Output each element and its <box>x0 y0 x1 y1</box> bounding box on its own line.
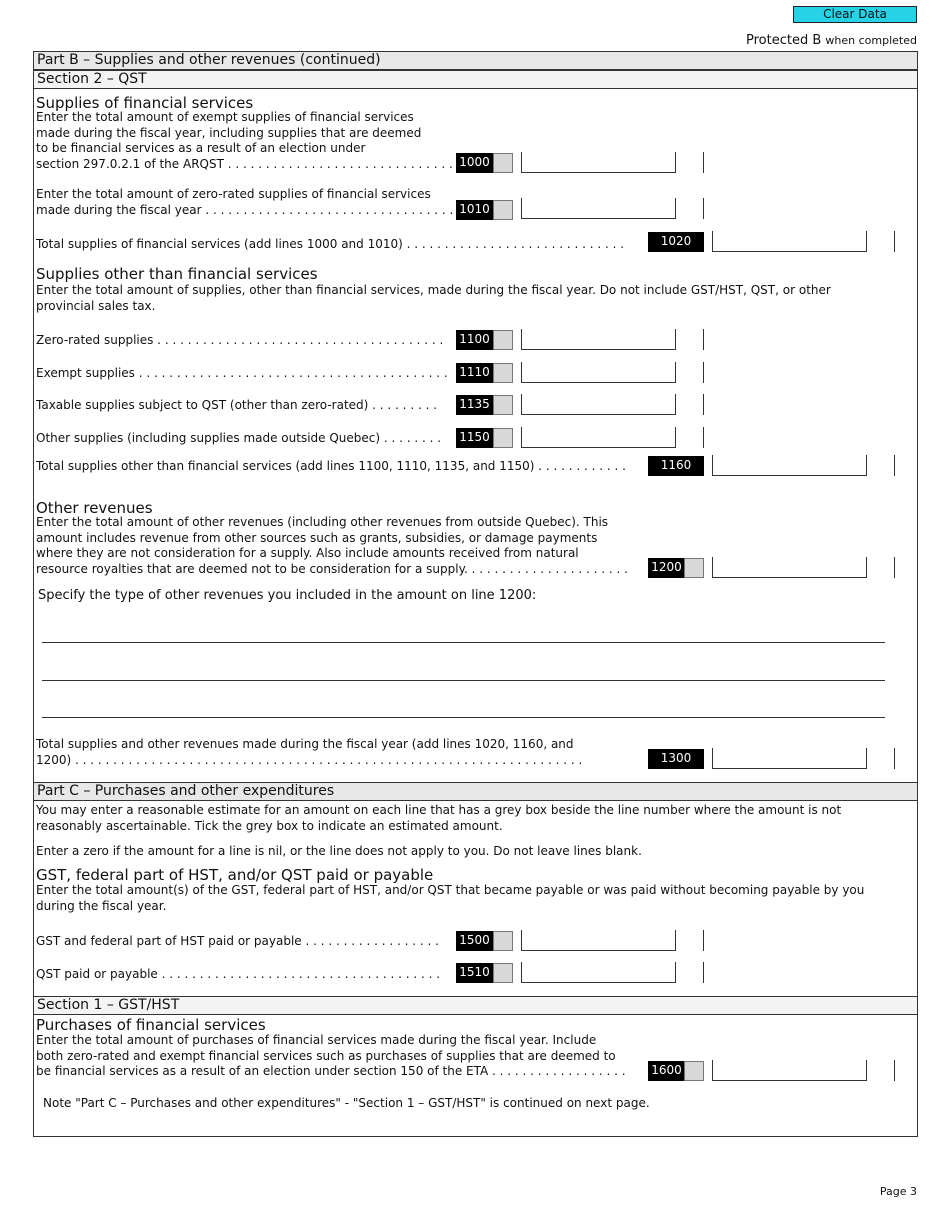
line-1100-text: Zero-rated supplies . . . . . . . . . . . . . . . . . . . . . . . . . . . . . . . . . . . . . . <box>36 333 444 347</box>
gst-qst-heading: GST, federal part of HST, and/or QST paid or payable <box>36 866 434 884</box>
cents-input-1020[interactable] <box>867 231 895 252</box>
part-b-title: Part B – Supplies and other revenues (continued) <box>33 51 918 70</box>
line-1010-text: Enter the total amount of zero-rated supplies of financial services made during the fiscal year . . . . . . . . . . . . . . . . . . . . . . . . . . . . . . . . . <box>36 187 454 217</box>
line-1160-text: Total supplies other than financial services (add lines 1100, 1110, 1135, and 1150) . . . . . . . . . . . . <box>36 459 626 473</box>
amount-input-1510[interactable] <box>521 962 676 983</box>
cents-input-1010[interactable] <box>676 198 704 219</box>
estimate-checkbox-1000[interactable] <box>493 153 513 173</box>
estimate-checkbox-1110[interactable] <box>493 363 513 383</box>
other-than-financial-heading: Supplies other than financial services <box>36 265 318 283</box>
line-code-1000: 1000 <box>456 153 493 173</box>
part-c-intro: You may enter a reasonable estimate for an amount on each line that has a grey box beside the line number where the amount is not reasonably ascertainable. Tick the grey box to indicate an estimated amount. <box>36 803 842 833</box>
line-1600-text: Enter the total amount of purchases of financial services made during the fiscal year. Include both zero-rated and exempt financial services such as purchases of supplies that are deemed to be financial services as a result of an election under section 150 of the ETA . . . . . . . . . . . . . . . . . . <box>36 1033 626 1078</box>
cents-input-1100[interactable] <box>676 329 704 350</box>
line-code-1600: 1600 <box>648 1061 685 1081</box>
specify-line-2[interactable] <box>42 680 885 681</box>
other-than-financial-intro: Enter the total amount of supplies, other than financial services, made during the fiscal year. Do not include GST/HST, QST, or other provincial sales tax. <box>36 283 831 313</box>
line-code-1100: 1100 <box>456 330 493 350</box>
amount-input-1135[interactable] <box>521 394 676 415</box>
section-2-title: Section 2 – QST <box>33 70 918 89</box>
line-1110-text: Exempt supplies . . . . . . . . . . . . . . . . . . . . . . . . . . . . . . . . . . . . . . . . . <box>36 366 448 380</box>
amount-input-1010[interactable] <box>521 198 676 219</box>
line-1000-text: Enter the total amount of exempt supplies of financial services made during the fiscal year, including supplies that are deemed to be financial services as a result of an election under section 297.0.2.1 of the ARQST . . . . . . . . . . . . . . . . . . . . . . . . . . . . . . <box>36 110 453 171</box>
line-1300-text: Total supplies and other revenues made during the fiscal year (add lines 1020, 1160, and 1200) . . . . . . . . . . . . . . . . . . . . . . . . . . . . . . . . . . . . . . . . . . . . . . . . . . . . . . . . . . . . . . . . . . . <box>36 737 583 767</box>
estimate-checkbox-1200[interactable] <box>684 558 704 578</box>
estimate-checkbox-1510[interactable] <box>493 963 513 983</box>
amount-input-1500[interactable] <box>521 930 676 951</box>
cents-input-1000[interactable] <box>676 152 704 173</box>
cents-input-1150[interactable] <box>676 427 704 448</box>
page-number: Page 3 <box>879 1185 917 1198</box>
line-1135-text: Taxable supplies subject to QST (other than zero-rated) . . . . . . . . . <box>36 398 438 412</box>
line-code-1135: 1135 <box>456 395 493 415</box>
estimate-checkbox-1100[interactable] <box>493 330 513 350</box>
financial-services-heading: Supplies of financial services <box>36 94 254 112</box>
line-code-1200: 1200 <box>648 558 685 578</box>
cents-input-1135[interactable] <box>676 394 704 415</box>
estimate-checkbox-1500[interactable] <box>493 931 513 951</box>
estimate-checkbox-1010[interactable] <box>493 200 513 220</box>
continued-note: Note "Part C – Purchases and other expenditures" - "Section 1 – GST/HST" is continued on next page. <box>43 1096 650 1110</box>
part-c-intro-zero: Enter a zero if the amount for a line is nil, or the line does not apply to you. Do not leave lines blank. <box>36 844 642 858</box>
amount-input-1600[interactable] <box>712 1060 867 1081</box>
line-1200-text: Enter the total amount of other revenues (including other revenues from outside Quebec). This amount includes revenue from other sources such as grants, subsidies, or damage payments where they are not consideration for a supply. Also include amounts received from natural resource royalties that are deemed not to be consideration for a supply. . . . . . . . . . . . . . . . . . . . . . <box>36 515 628 576</box>
cents-input-1110[interactable] <box>676 362 704 383</box>
line-1510-text: QST paid or payable . . . . . . . . . . . . . . . . . . . . . . . . . . . . . . . . . . . . . <box>36 967 441 981</box>
line-1500-text: GST and federal part of HST paid or payable . . . . . . . . . . . . . . . . . . <box>36 934 439 948</box>
specify-other-revenues-label: Specify the type of other revenues you included in the amount on line 1200: <box>38 588 537 603</box>
line-code-1020: 1020 <box>648 232 704 252</box>
specify-line-1[interactable] <box>42 642 885 643</box>
line-code-1500: 1500 <box>456 931 493 951</box>
amount-input-1000[interactable] <box>521 152 676 173</box>
amount-input-1200[interactable] <box>712 557 867 578</box>
cents-input-1300[interactable] <box>867 748 895 769</box>
cents-input-1200[interactable] <box>867 557 895 578</box>
gst-qst-intro: Enter the total amount(s) of the GST, federal part of HST, and/or QST that became payable or was paid without becoming payable by you during the fiscal year. <box>36 883 865 913</box>
line-1020-text: Total supplies of financial services (add lines 1000 and 1010) . . . . . . . . . . . . . . . . . . . . . . . . . . . . . <box>36 237 625 251</box>
amount-input-1100[interactable] <box>521 329 676 350</box>
amount-input-1150[interactable] <box>521 427 676 448</box>
line-code-1110: 1110 <box>456 363 493 383</box>
amount-input-1300[interactable] <box>712 748 867 769</box>
clear-data-button[interactable]: Clear Data <box>793 6 917 23</box>
cents-input-1600[interactable] <box>867 1060 895 1081</box>
amount-input-1160[interactable] <box>712 455 867 476</box>
line-1150-text: Other supplies (including supplies made outside Quebec) . . . . . . . . <box>36 431 442 445</box>
line-code-1150: 1150 <box>456 428 493 448</box>
purchases-financial-heading: Purchases of financial services <box>36 1016 266 1034</box>
estimate-checkbox-1135[interactable] <box>493 395 513 415</box>
part-c-title: Part C – Purchases and other expenditures <box>33 782 918 801</box>
estimate-checkbox-1150[interactable] <box>493 428 513 448</box>
specify-line-3[interactable] <box>42 717 885 718</box>
cents-input-1160[interactable] <box>867 455 895 476</box>
other-revenues-heading: Other revenues <box>36 499 153 517</box>
cents-input-1510[interactable] <box>676 962 704 983</box>
amount-input-1110[interactable] <box>521 362 676 383</box>
line-code-1510: 1510 <box>456 963 493 983</box>
estimate-checkbox-1600[interactable] <box>684 1061 704 1081</box>
line-code-1010: 1010 <box>456 200 493 220</box>
protected-label: Protected B when completed <box>746 33 917 48</box>
cents-input-1500[interactable] <box>676 930 704 951</box>
line-code-1160: 1160 <box>648 456 704 476</box>
amount-input-1020[interactable] <box>712 231 867 252</box>
section-1-title: Section 1 – GST/HST <box>33 996 918 1015</box>
line-code-1300: 1300 <box>648 749 704 769</box>
